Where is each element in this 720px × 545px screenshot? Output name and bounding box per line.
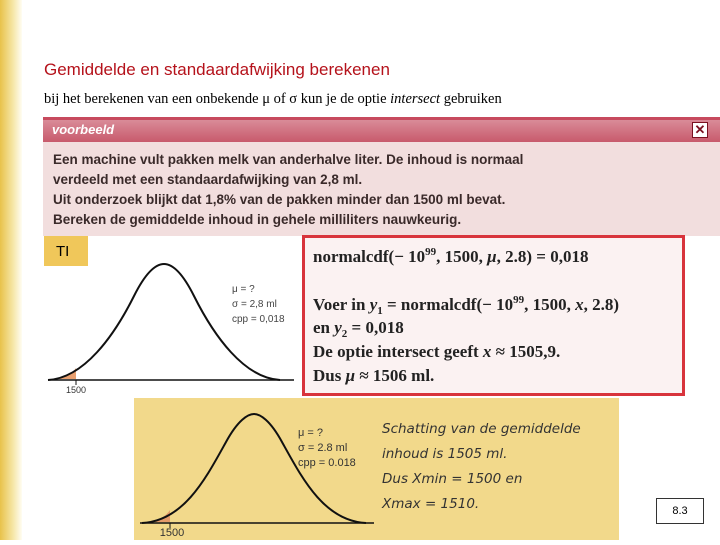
note-line: Dus Xmin = 1500 en	[382, 471, 523, 487]
voorbeeld-header	[43, 120, 720, 142]
slide-number: 8.3	[656, 498, 704, 524]
voorbeeld-line: Een machine vult pakken melk van anderhalve liter. De inhoud is normaal	[53, 152, 524, 167]
calc-line-5: Dus μ ≈ 1506 ml.	[313, 366, 435, 385]
note-line: Xmax = 1510.	[382, 496, 480, 512]
cpp-label: cpp = 0,018	[232, 314, 285, 325]
sigma-label: σ = 2,8 ml	[232, 299, 277, 310]
sigma-label: σ = 2.8 ml	[298, 442, 348, 454]
calc-line-3: en $y_2 = 0,018$	[313, 318, 404, 340]
calc-line-1: normalcdf(− $10^{99}$, 1500, μ, 2.8) = 0,018	[313, 246, 589, 266]
voorbeeld-text	[53, 150, 523, 230]
subtitle-italic: intersect	[390, 91, 441, 107]
calculation-box	[302, 235, 685, 396]
voorbeeld-label: voorbeeld	[52, 122, 115, 137]
calc-line-2: Voer in $y_1$ = normalcdf(− $10^{99}$, 1500, x, 2.8)	[313, 294, 619, 317]
estimation-panel	[134, 398, 619, 540]
x-tick-label: 1500	[159, 527, 185, 539]
cpp-label: cpp = 0.018	[298, 457, 356, 469]
note-line: Schatting van de gemiddelde	[382, 421, 581, 437]
page-title: Gemiddelde en standaardafwijking berekenen	[44, 60, 390, 79]
voorbeeld-line: verdeeld met een standaardafwijking van 2,8 ml.	[53, 172, 363, 187]
x-tick-label: 1500	[65, 385, 87, 395]
page-subtitle	[44, 91, 502, 108]
close-icon[interactable]: ✕	[692, 122, 708, 138]
calc-line-4: De optie intersect geeft x ≈ 1505,9.	[313, 342, 561, 361]
subtitle-text-end: gebruiken	[440, 91, 502, 107]
ti-label: TI	[44, 236, 88, 266]
left-accent-bar	[0, 0, 22, 540]
mu-label: μ = ?	[298, 427, 323, 439]
subtitle-text: bij het berekenen van een onbekende μ of σ kun je de optie	[44, 91, 391, 107]
normal-curve-graph-estimate	[134, 398, 619, 540]
voorbeeld-line: Bereken de gemiddelde inhoud in gehele milliliters nauwkeurig.	[53, 212, 462, 227]
note-line: inhoud is 1505 ml.	[382, 446, 508, 462]
mu-label: μ = ?	[232, 284, 255, 295]
voorbeeld-box	[43, 117, 720, 236]
voorbeeld-line: Uit onderzoek blijkt dat 1,8% van de pakken minder dan 1500 ml bevat.	[53, 192, 506, 207]
